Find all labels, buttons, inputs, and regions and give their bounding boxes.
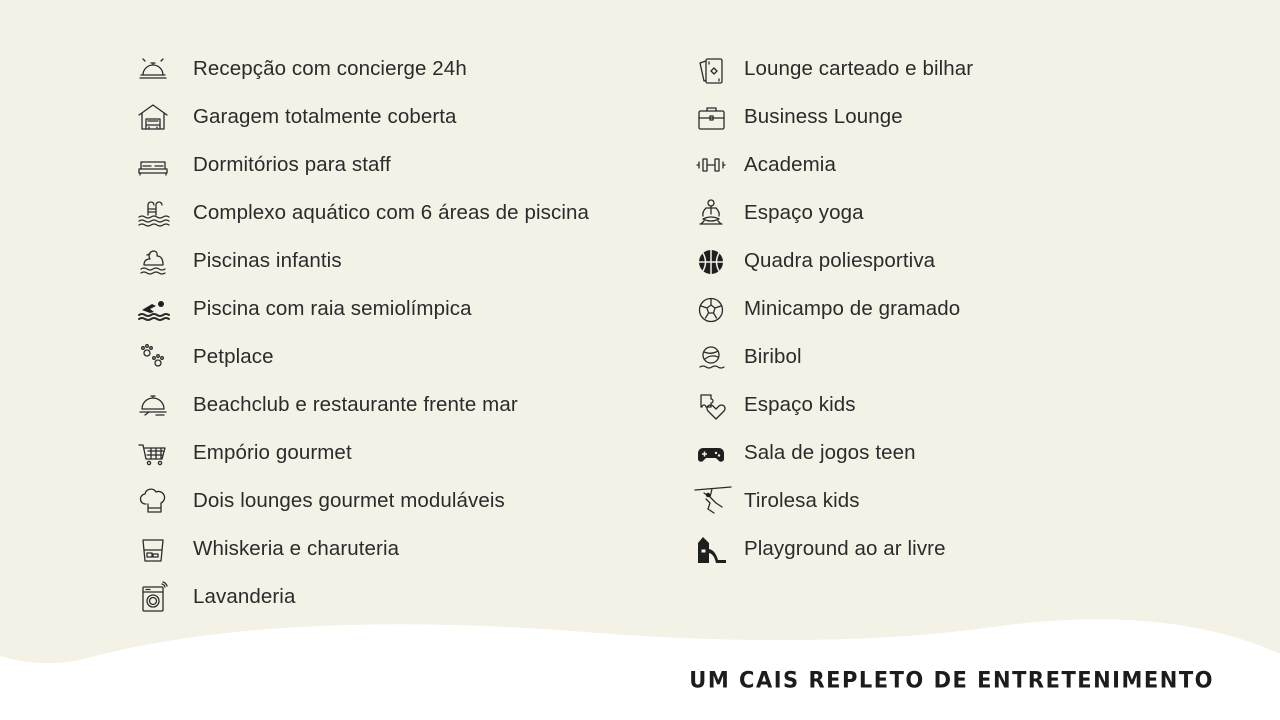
amenity-item <box>136 381 589 429</box>
amenity-label: Dormitórios para staff <box>193 153 391 176</box>
amenity-item <box>694 525 973 573</box>
amenity-item <box>694 141 973 189</box>
soccer-ball-icon <box>694 293 734 325</box>
amenity-label: Piscina com raia semiolímpica <box>193 297 472 320</box>
amenity-label: Espaço yoga <box>744 201 864 224</box>
chef-hat-icon <box>136 485 176 517</box>
briefcase-icon <box>694 101 734 133</box>
amenity-item <box>136 333 589 381</box>
amenity-item <box>136 477 589 525</box>
amenity-item <box>694 237 973 285</box>
amenity-label: Lounge carteado e bilhar <box>744 57 974 80</box>
amenity-item <box>136 429 589 477</box>
paw-prints-icon <box>136 341 176 373</box>
amenity-item <box>136 45 589 93</box>
amenity-item <box>694 45 973 93</box>
puzzle-hearts-icon <box>694 389 734 421</box>
amenity-item <box>136 189 589 237</box>
amenity-label: Espaço kids <box>744 393 856 416</box>
amenity-item <box>694 285 973 333</box>
amenity-item <box>694 189 973 237</box>
amenity-label: Whiskeria e charuteria <box>193 537 400 560</box>
cloche-icon <box>136 389 176 421</box>
amenity-label: Complexo aquático com 6 áreas de piscina <box>193 201 589 224</box>
amenity-item <box>136 141 589 189</box>
basketball-icon <box>694 245 734 277</box>
amenity-label: Sala de jogos teen <box>744 441 916 464</box>
reception-bell-icon <box>136 53 176 85</box>
tagline: UM CAIS REPLETO DE ENTRETENIMENTO <box>689 667 1214 693</box>
amenity-label: Biribol <box>744 345 802 368</box>
amenity-label: Beachclub e restaurante frente mar <box>193 393 518 416</box>
amenities-right-column <box>694 45 973 573</box>
duck-float-icon <box>136 245 176 277</box>
whiskey-glass-icon <box>136 533 176 565</box>
amenity-label: Empório gourmet <box>193 441 352 464</box>
amenity-item <box>136 93 589 141</box>
amenity-label: Academia <box>744 153 836 176</box>
amenity-label: Playground ao ar livre <box>744 537 946 560</box>
yoga-meditation-icon <box>694 197 734 229</box>
amenity-label: Piscinas infantis <box>193 249 342 272</box>
shopping-cart-icon <box>136 437 176 469</box>
amenity-label: Recepção com concierge 24h <box>193 57 467 80</box>
amenity-item <box>136 525 589 573</box>
amenity-label: Petplace <box>193 345 274 368</box>
zipline-icon <box>694 485 734 517</box>
amenity-item <box>136 285 589 333</box>
garage-car-icon <box>136 101 176 133</box>
amenity-item <box>694 381 973 429</box>
amenity-item <box>694 477 973 525</box>
amenity-label: Quadra poliesportiva <box>744 249 936 272</box>
footer-wave <box>0 600 1280 720</box>
swimmer-icon <box>136 293 176 325</box>
amenity-label: Minicampo de gramado <box>744 297 961 320</box>
amenity-label: Business Lounge <box>744 105 903 128</box>
amenity-label: Garagem totalmente coberta <box>193 105 457 128</box>
bed-icon <box>136 149 176 181</box>
amenity-label: Lavanderia <box>193 585 296 608</box>
amenity-item <box>694 429 973 477</box>
amenity-label: Tirolesa kids <box>744 489 860 512</box>
amenity-item <box>136 237 589 285</box>
dumbbell-icon <box>694 149 734 181</box>
amenity-item <box>694 333 973 381</box>
playing-cards-icon <box>694 53 734 85</box>
water-ball-icon <box>694 341 734 373</box>
playground-slide-icon <box>694 533 734 565</box>
amenity-label: Dois lounges gourmet moduláveis <box>193 489 505 512</box>
pool-ladder-icon <box>136 197 176 229</box>
gamepad-icon <box>694 437 734 469</box>
amenity-item <box>694 93 973 141</box>
amenities-left-column <box>136 45 589 621</box>
